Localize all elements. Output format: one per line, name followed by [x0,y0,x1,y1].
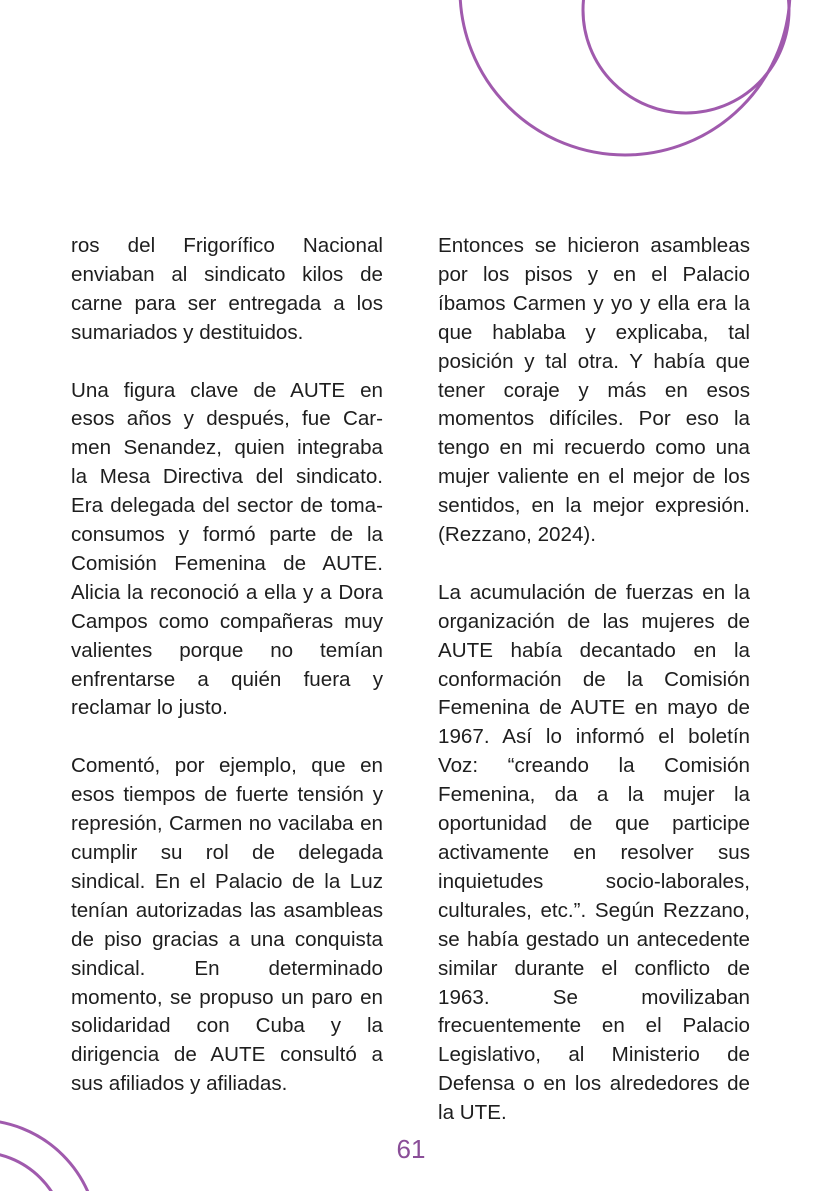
outer-circle-top [460,0,790,155]
paragraph: La acumulación de fuerzas en la organización de las mujeres de AUTE había decantado en la conformación de la Comisión Femenina de AUTE en mayo de 1967. Así lo informó el boletín Voz: “creando la Comisión Femenina, da a la mujer la oportunidad de que participe activamente en resolver sus inquietudes socio-laborales, culturales, etc.”. Según Rezzano, se había gestado un antecedente similar durante el conflicto de 1963. Se movilizaban frecuentemente en el Palacio Legislativo, al Ministerio de Defensa o en los alrededores de la UTE. [438,580,750,1125]
paragraph: ros del Frigorífico Nacional enviaban al sindicato kilos de carne para ser entregada a los sumariados y destituidos. [71,234,383,344]
inner-circle-top [583,0,789,113]
paragraph: Comentó, por ejemplo, que en esos tiempos de fuerte tensión y represión, Carmen no vacilaba en cumplir su rol de delegada sindical. En el Palacio de la Luz tenían autorizadas las asambleas de piso gracias a una conquista sindical. En determinado momento, se propuso un paro en solidaridad con Cuba y la dirigencia de AUTE consultó a sus afiliados y afiliadas. [71,754,383,1096]
page-number: 61 [396,1134,426,1164]
left-text-column [71,232,383,1099]
paragraph: Entonces se hicieron asambleas por los pisos y en el Palacio íbamos Carmen y yo y ella era la que hablaba y explicaba, tal posición y tal otra. Y había que tener coraje y más en esos momentos difíciles. Por eso la tengo en mi recuerdo como una mujer valiente en el mejor de los sentidos, en la mejor expresión. (Rezzano, 2024). [438,234,750,547]
paragraph: Una figura clave de AUTE en esos años y después, fue Carmen Senandez, quien integraba la Mesa Directiva del sindicato. Era delegada del sector de toma-consumos y formó parte de la Comisión Femenina de AUTE. Alicia la reconoció a ella y a Dora Campos como compañeras muy valientes porque no temían enfrentarse a quién fuera y reclamar lo justo. [71,378,383,720]
right-text-column [438,232,750,1128]
